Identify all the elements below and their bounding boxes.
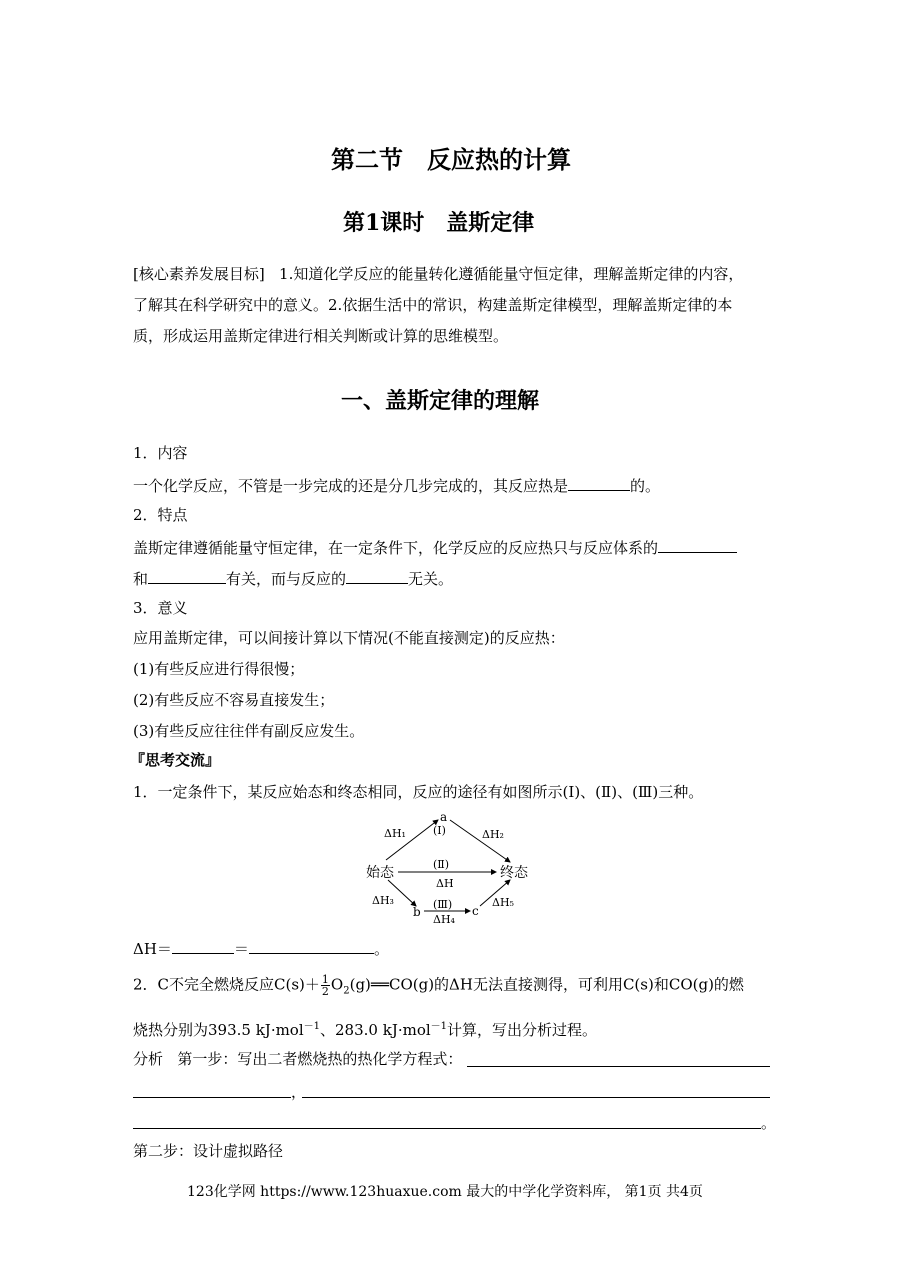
heading-content: 1．内容 bbox=[133, 444, 188, 462]
page-footer: 123化学网 https://www.123huaxue.com 最大的中学化学资料库， 第1页 共4页 bbox=[187, 1184, 703, 1200]
blank-1 bbox=[568, 474, 630, 491]
part-title: 一、盖斯定律的理解 bbox=[341, 388, 540, 414]
analysis-period: 。 bbox=[761, 1114, 777, 1132]
node-start: 始态 bbox=[366, 865, 394, 881]
lesson-title: 第1课时 盖斯定律 bbox=[343, 210, 535, 236]
blank-5 bbox=[172, 937, 234, 954]
blank-2 bbox=[658, 536, 737, 553]
blank-4 bbox=[346, 567, 408, 584]
label-dh5: ΔH₅ bbox=[492, 896, 514, 909]
question-2-line-1 bbox=[133, 974, 744, 1002]
path-label-1: (Ⅰ) bbox=[433, 824, 446, 837]
goals-line-2: 了解其在科学研究中的意义。2.依据生活中的常识，构建盖斯定律模型，理解盖斯定律的本 bbox=[133, 296, 733, 314]
path-label-2: (Ⅱ) bbox=[433, 858, 450, 871]
node-c: c bbox=[472, 904, 479, 918]
paragraph-content-text: 一个化学反应，不管是一步完成的还是分几步完成的，其反应热是 bbox=[133, 477, 569, 495]
q2-line2-a: 烧热分别为393.5 kJ·mol bbox=[133, 1021, 304, 1039]
paragraph-features-text: 盖斯定律遵循能量守恒定律，在一定条件下，化学反应的反应热只与反应体系的 bbox=[133, 539, 659, 557]
node-end: 终态 bbox=[500, 865, 528, 881]
heading-significance: 3．意义 bbox=[133, 599, 188, 617]
answer-1-end: 。 bbox=[373, 940, 389, 958]
label-dh3: ΔH₃ bbox=[372, 894, 394, 907]
analysis-step-2: 第二步：设计虚拟路径 bbox=[133, 1142, 284, 1160]
label-dh: ΔH bbox=[436, 877, 454, 890]
node-a: a bbox=[440, 810, 448, 824]
paragraph-content-tail: 的。 bbox=[630, 477, 661, 495]
paragraph-content bbox=[133, 474, 660, 496]
section-title: 第二节 反应热的计算 bbox=[331, 145, 571, 174]
blank-3 bbox=[148, 567, 226, 584]
q2-text-a: 2．C不完全燃烧反应C(s)＋ bbox=[133, 975, 320, 994]
features-related: 有关，而与反应的 bbox=[226, 570, 347, 588]
paragraph-significance: 应用盖斯定律，可以间接计算以下情况(不能直接测定)的反应热： bbox=[133, 629, 565, 647]
label-dh1: ΔH₁ bbox=[384, 827, 406, 840]
label-dh2: ΔH₂ bbox=[482, 828, 504, 841]
paragraph-features-1 bbox=[133, 536, 737, 558]
heading-features: 2．特点 bbox=[133, 506, 188, 524]
answer-line-3 bbox=[133, 1128, 761, 1129]
arrow-start-to-a bbox=[386, 820, 438, 860]
hess-path-diagram bbox=[360, 808, 540, 928]
node-b: b bbox=[413, 905, 421, 919]
arrow-a-to-end bbox=[450, 820, 510, 862]
think-title: 『思考交流』 bbox=[130, 751, 221, 769]
list-item-3: (3)有些反应往往伴有副反应发生。 bbox=[133, 722, 365, 740]
paragraph-features-2 bbox=[133, 567, 453, 589]
goals-line-3: 质，形成运用盖斯定律进行相关判断或计算的思维模型。 bbox=[133, 327, 509, 345]
answer-1-eq: ＝ bbox=[233, 940, 249, 958]
goals-text-1: 1.知道化学反应的能量转化遵循能量守恒定律，理解盖斯定律的内容， bbox=[279, 265, 744, 283]
fraction-half bbox=[321, 974, 330, 997]
q2-sup-2: －1 bbox=[430, 1021, 448, 1032]
answer-line-2a bbox=[133, 1097, 291, 1098]
analysis-comma: ， bbox=[291, 1083, 307, 1101]
q2-text-c: (g)══CO(g)的ΔH无法直接测得，可利用C(s)和CO(g)的燃 bbox=[349, 975, 744, 994]
q2-subscript: 2 bbox=[343, 985, 350, 997]
question-2-line-2 bbox=[133, 1017, 597, 1040]
goals-line-1 bbox=[133, 264, 743, 284]
answer-1 bbox=[133, 937, 389, 959]
goals-label: [核心素养发展目标] bbox=[133, 265, 265, 283]
answer-line-1 bbox=[467, 1066, 770, 1067]
question-1: 1．一定条件下，某反应始态和终态相同，反应的途径有如图所示(Ⅰ)、(Ⅱ)、(Ⅲ)三种。 bbox=[133, 783, 704, 801]
answer-line-2b bbox=[302, 1097, 770, 1098]
analysis-label: 分析 bbox=[133, 1050, 164, 1068]
q2-line2-b: 、283.0 kJ·mol bbox=[320, 1021, 431, 1039]
q2-sup-1: －1 bbox=[303, 1021, 321, 1032]
features-unrelated: 无关。 bbox=[408, 570, 454, 588]
path-label-3: (Ⅲ) bbox=[433, 898, 453, 911]
fraction-denominator: 2 bbox=[321, 985, 329, 998]
list-item-2: (2)有些反应不容易直接发生； bbox=[133, 691, 335, 709]
q2-line2-c: 计算，写出分析过程。 bbox=[447, 1021, 598, 1039]
list-item-1: (1)有些反应进行得很慢； bbox=[133, 660, 305, 678]
analysis-step-1 bbox=[133, 1049, 462, 1069]
label-dh4: ΔH₄ bbox=[433, 913, 455, 926]
blank-6 bbox=[249, 937, 374, 954]
features-and: 和 bbox=[133, 570, 149, 588]
answer-1-lhs: ΔH＝ bbox=[133, 940, 172, 958]
q2-text-b: O bbox=[330, 975, 344, 994]
fraction-numerator: 1 bbox=[321, 973, 329, 986]
analysis-step-1-text: 第一步：写出二者燃烧热的热化学方程式： bbox=[177, 1050, 463, 1068]
